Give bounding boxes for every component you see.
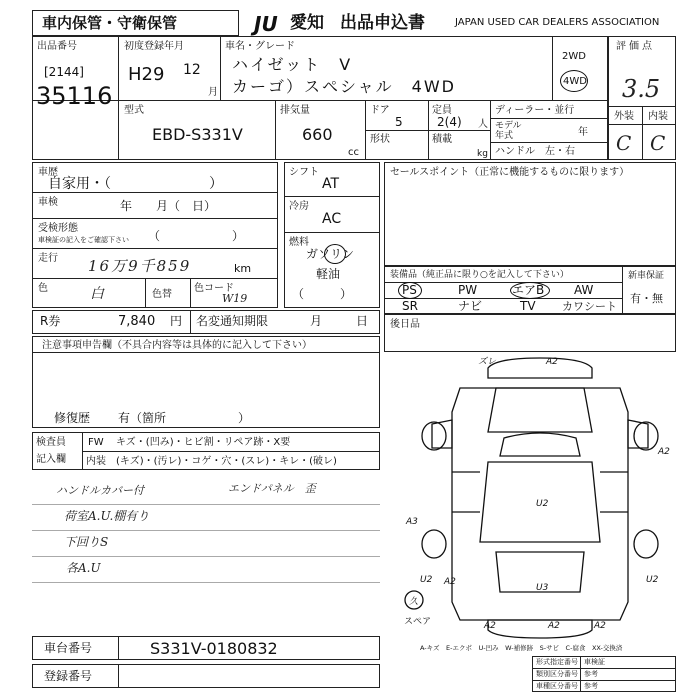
mark-a2-rear-mid: A2 xyxy=(548,621,560,631)
recycle-value: 7,840 xyxy=(118,314,156,329)
first-reg-label: 初度登録年月 xyxy=(124,41,184,52)
shift-value: AT xyxy=(322,176,340,192)
mileage-label: 走行 xyxy=(38,253,58,264)
load-unit: kg xyxy=(477,149,488,159)
mark-a2-right-front: A2 xyxy=(658,447,670,457)
note-line1b: エンドパネル 歪 xyxy=(228,482,316,495)
fuel-blank: （ ） xyxy=(292,287,353,301)
assoc-name: JAPAN USED CAR DEALERS ASSOCIATION xyxy=(455,17,660,28)
chassis-label: 車台番号 xyxy=(44,641,93,655)
car-damage-diagram xyxy=(396,352,684,642)
exam-sub: 車検証の記入をご確認下さい xyxy=(38,236,129,244)
inspector-fw: FW xyxy=(88,437,104,448)
rating-label: 評価点 xyxy=(616,41,655,52)
ju-logo xyxy=(254,12,278,36)
inspection-label: 車検 xyxy=(38,197,58,208)
year-suffix: 年 xyxy=(578,127,588,138)
inspector-label1: 検査員 xyxy=(36,437,66,448)
meta-label-1: 類別区分番号 xyxy=(536,670,578,678)
model-value: EBD-S331V xyxy=(152,125,243,144)
meta-label-2: 車検証 xyxy=(584,658,605,666)
airbag-circle xyxy=(510,282,550,299)
mark-zure: ズレ xyxy=(478,357,497,367)
recycle-unit: 円 xyxy=(170,314,183,328)
exam-label: 受検形態 xyxy=(38,223,78,234)
displacement-unit: cc xyxy=(348,147,359,158)
listing-no-sub: [2144] xyxy=(44,65,84,79)
note-line1a: ハンドルカバー付 xyxy=(56,484,144,497)
interior-label: 内装 xyxy=(648,111,668,122)
cooling-label: 冷房 xyxy=(289,201,309,212)
displacement-label: 排気量 xyxy=(280,105,310,116)
meta-label-3: 参考 xyxy=(584,670,598,678)
equip-pw: PW xyxy=(458,283,478,297)
color-value: 白 xyxy=(90,286,104,302)
new-reg-value: 有・無 xyxy=(630,292,663,305)
note-line2: 荷室A.U.棚有り xyxy=(64,509,150,523)
fuel-value: ガソリン xyxy=(306,247,355,261)
change-month: 月 xyxy=(310,314,323,328)
equip-leather: カワシート xyxy=(562,300,617,313)
car-name-line1: ハイゼット V xyxy=(232,55,353,74)
equip-tv: TV xyxy=(520,299,536,313)
repair-label: 修復歴 xyxy=(54,411,91,425)
exam-value: （ ） xyxy=(148,229,245,243)
note-line4: 各A.U xyxy=(66,561,101,575)
mark-spare-ku: 久 xyxy=(409,597,419,607)
equip-aw: AW xyxy=(574,283,594,297)
recycle-label: R券 xyxy=(40,314,61,328)
month-suffix: 月 xyxy=(208,87,218,98)
history-value: 自家用・（ ） xyxy=(48,176,223,192)
capacity-label: 定員 xyxy=(432,105,452,116)
displacement-value: 660 xyxy=(302,125,333,144)
drive-4wd: 4WD xyxy=(563,76,587,87)
fuel-label: 燃料 xyxy=(289,237,309,248)
mark-a2-rear-left: A2 xyxy=(484,621,496,631)
meta-label-4: 車種区分番号 xyxy=(536,682,578,690)
post-fit-block xyxy=(384,314,676,352)
equip-sr: SR xyxy=(402,299,418,313)
sales-point-label: セールスポイント（正常に機能するものに限ります） xyxy=(390,167,630,178)
mark-u2-right-rear: U2 xyxy=(646,575,659,585)
mark-spare-label: スペア xyxy=(404,617,432,627)
org-name: 愛知 xyxy=(290,13,324,33)
storage-title: 車内保管・守衛保管 xyxy=(42,14,178,32)
listing-no: 35116 xyxy=(36,82,113,110)
ju-logo-text: JU xyxy=(254,12,278,36)
mark-a2-left-rear: A2 xyxy=(444,577,456,587)
interior-grade: C xyxy=(650,131,666,155)
history-label: 車歴 xyxy=(38,167,58,178)
handle-label: ハンドル 左・右 xyxy=(495,146,575,157)
mark-u2-left-rear: U2 xyxy=(420,575,433,585)
rating-value: 3.5 xyxy=(622,75,661,103)
shift-label: シフト xyxy=(289,167,319,178)
mark-u3-rear: U3 xyxy=(536,583,549,593)
inspector-fw-items: キズ・(凹み)・ヒビ割・リペア跡・X要 xyxy=(116,437,291,448)
inspector-label2: 記入欄 xyxy=(36,454,66,465)
doors-value: 5 xyxy=(395,115,403,129)
chassis-value: S331V-0180832 xyxy=(150,639,278,658)
doors-label: ドア xyxy=(370,105,390,116)
exterior-label: 外装 xyxy=(614,111,634,122)
color-code: W19 xyxy=(222,292,248,305)
regno-label: 登録番号 xyxy=(44,669,93,683)
inspector-interior: 内装 xyxy=(86,456,106,467)
shape-label: 形状 xyxy=(370,134,390,145)
era-year: H29 xyxy=(128,64,165,85)
mark-a2-rear-right: A2 xyxy=(594,621,606,631)
model-label: 型式 xyxy=(124,105,144,116)
equip-navi: ナビ xyxy=(458,299,483,313)
mileage-value: 16万9千859 xyxy=(88,257,192,275)
damage-legend: A-キズ E-エクボ U-凹み W-補修跡 S-サビ C-腐食 XX-交換済 xyxy=(420,644,623,652)
fuel-diesel: 軽油 xyxy=(316,267,341,281)
listing-no-label: 出品番号 xyxy=(37,41,77,52)
doc-title: 出品申込書 xyxy=(340,13,425,33)
notes-label: 注意事項申告欄（不具合内容等は具体的に記入して下さい） xyxy=(42,340,312,351)
change-deadline-label: 名変通知期限 xyxy=(196,314,269,328)
drive-2wd: 2WD xyxy=(562,51,586,62)
meta-label-0: 形式指定番号 xyxy=(536,658,578,666)
capacity-value: 2(4) xyxy=(437,115,462,129)
dealer-label: ディーラー・並行 xyxy=(495,105,575,116)
inspector-int-items: (キズ)・(汚レ)・コゲ・穴・(スレ)・キレ・(破レ) xyxy=(116,456,337,467)
mark-a3-left: A3 xyxy=(406,517,418,527)
equip-airbag: エアB xyxy=(512,283,545,297)
repair-value: 有（箇所 ） xyxy=(118,411,251,425)
name-grade-label: 車名・グレード xyxy=(225,41,295,52)
capacity-unit: 人 xyxy=(478,119,488,130)
new-reg-label: 新車保証 xyxy=(628,271,665,281)
mark-a2-front: A2 xyxy=(546,357,558,367)
change-day: 日 xyxy=(356,314,369,328)
exterior-grade: C xyxy=(616,131,632,155)
mark-u2-roof: U2 xyxy=(536,499,549,509)
color-change-label: 色替 xyxy=(152,289,172,300)
color-code-label: 色コード xyxy=(194,283,234,294)
cooling-value: AC xyxy=(322,211,342,227)
meta-label-5: 参考 xyxy=(584,682,598,690)
note-line3: 下回りS xyxy=(64,535,109,549)
car-name-line2: カーゴ）スペシャル 4WD xyxy=(232,77,457,96)
inspection-value: 年 月（ 日） xyxy=(120,199,217,213)
post-fit-label: 後日品 xyxy=(390,319,420,330)
ps-circle xyxy=(398,282,422,299)
equip-ps: PS xyxy=(402,283,417,297)
color-label: 色 xyxy=(38,283,48,294)
mileage-unit: km xyxy=(234,262,252,275)
equipment-label: 装備品（純正品に限り○を記入して下さい） xyxy=(390,270,569,280)
reg-month: 12 xyxy=(183,62,201,78)
model-year-label: モデル 年式 xyxy=(495,121,522,141)
load-label: 積載 xyxy=(432,134,452,145)
